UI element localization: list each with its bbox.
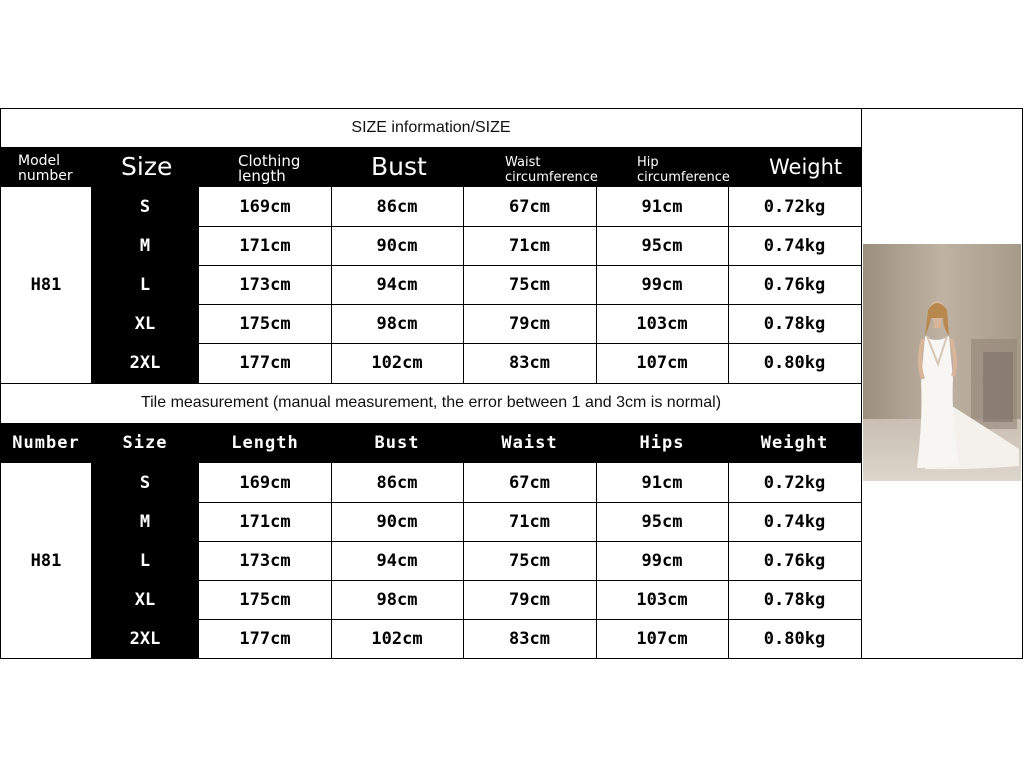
table2-cell-waist: 67cm <box>509 472 550 493</box>
header2-bust: Bust <box>374 433 420 453</box>
table1-cell-waist: 75cm <box>509 274 550 295</box>
table1-cell-waist: 67cm <box>509 196 550 217</box>
table2-cell-length: 177cm <box>239 628 291 649</box>
table1-cell-bust: 102cm <box>371 352 423 373</box>
table2-cell-hips: 99cm <box>641 550 683 571</box>
header-clothing-length: Clothing length <box>238 152 301 185</box>
header2-weight: Weight <box>760 433 829 453</box>
table1-cell-weight: 0.76kg <box>763 274 826 295</box>
table1-cell-length: 173cm <box>239 274 291 295</box>
table2-cell-size: XL <box>134 589 156 610</box>
size-chart <box>0 108 1023 659</box>
table2-cell-size: M <box>139 511 151 532</box>
table1-cell-length: 169cm <box>239 196 291 217</box>
table1-cell-weight: 0.78kg <box>763 313 826 334</box>
table1-cell-size: L <box>139 274 151 295</box>
product-photo <box>863 244 1021 481</box>
table1-cell-weight: 0.74kg <box>763 235 826 256</box>
chart-title: SIZE information/SIZE <box>351 119 511 136</box>
table2-header-row <box>1 423 861 463</box>
table2-cell-hips: 103cm <box>636 589 688 610</box>
table1-cell-size: S <box>139 196 151 217</box>
header-bust: Bust <box>371 152 427 181</box>
table2-cell-length: 175cm <box>239 589 291 610</box>
table1-cell-bust: 86cm <box>376 196 418 217</box>
table2-cell-bust: 102cm <box>371 628 423 649</box>
table2-model-cell: H81 <box>30 551 62 571</box>
table2-cell-size: L <box>139 550 151 571</box>
table1-cell-bust: 94cm <box>376 274 418 295</box>
table1-cell-length: 177cm <box>239 352 291 373</box>
table2-cell-weight: 0.74kg <box>763 511 826 532</box>
table1-cell-hips: 95cm <box>641 235 683 256</box>
table1-cell-weight: 0.80kg <box>763 352 826 373</box>
table1-cell-hips: 91cm <box>641 196 683 217</box>
header2-length: Length <box>231 433 299 453</box>
table1-model-cell: H81 <box>30 275 62 295</box>
table1-cell-weight: 0.72kg <box>763 196 826 217</box>
table1-cell-size: M <box>139 235 151 256</box>
table1-cell-size: XL <box>134 313 156 334</box>
table2-cell-length: 169cm <box>239 472 291 493</box>
table1-cell-waist: 71cm <box>509 235 550 256</box>
table2-cell-bust: 90cm <box>376 511 418 532</box>
table1-cell-hips: 99cm <box>641 274 683 295</box>
header-size: Size <box>121 152 173 181</box>
table2-cell-bust: 86cm <box>376 472 418 493</box>
table2-cell-bust: 94cm <box>376 550 418 571</box>
table2-cell-weight: 0.76kg <box>763 550 826 571</box>
table2-cell-hips: 95cm <box>641 511 683 532</box>
table2-cell-hips: 107cm <box>636 628 688 649</box>
table1-cell-waist: 79cm <box>509 313 550 334</box>
table2-cell-weight: 0.72kg <box>763 472 826 493</box>
header2-size: Size <box>122 433 168 453</box>
table1-header-row <box>1 147 861 187</box>
header-model-number: Model number <box>18 153 73 184</box>
table2-cell-waist: 71cm <box>509 511 550 532</box>
table1-cell-length: 175cm <box>239 313 291 334</box>
table2-cell-size: S <box>139 472 151 493</box>
table2-cell-weight: 0.78kg <box>763 589 826 610</box>
table1-cell-size: 2XL <box>129 352 161 373</box>
table2-cell-length: 173cm <box>239 550 291 571</box>
table1-cell-bust: 90cm <box>376 235 418 256</box>
header-weight: Weight <box>769 155 843 179</box>
header-hip-circumference: Hip circumference <box>637 155 730 185</box>
table2-cell-waist: 75cm <box>509 550 550 571</box>
table2-cell-bust: 98cm <box>376 589 418 610</box>
table2-cell-waist: 83cm <box>509 628 550 649</box>
table2-cell-size: 2XL <box>129 628 161 649</box>
wedding-dress-model-image <box>863 244 1021 481</box>
table1-cell-length: 171cm <box>239 235 291 256</box>
header2-waist: Waist <box>501 433 558 453</box>
measurement-note: Tile measurement (manual measurement, the error between 1 and 3cm is normal) <box>140 394 722 411</box>
table2-cell-length: 171cm <box>239 511 291 532</box>
table1-cell-hips: 103cm <box>636 313 688 334</box>
table1-cell-bust: 98cm <box>376 313 418 334</box>
header2-number: Number <box>12 433 80 453</box>
header2-hips: Hips <box>639 433 685 453</box>
table2-cell-hips: 91cm <box>641 472 683 493</box>
table2-cell-waist: 79cm <box>509 589 550 610</box>
table1-cell-hips: 107cm <box>636 352 688 373</box>
table2-cell-weight: 0.80kg <box>763 628 826 649</box>
header-waist-circumference: Waist circumference <box>505 155 598 185</box>
table1-cell-waist: 83cm <box>509 352 550 373</box>
